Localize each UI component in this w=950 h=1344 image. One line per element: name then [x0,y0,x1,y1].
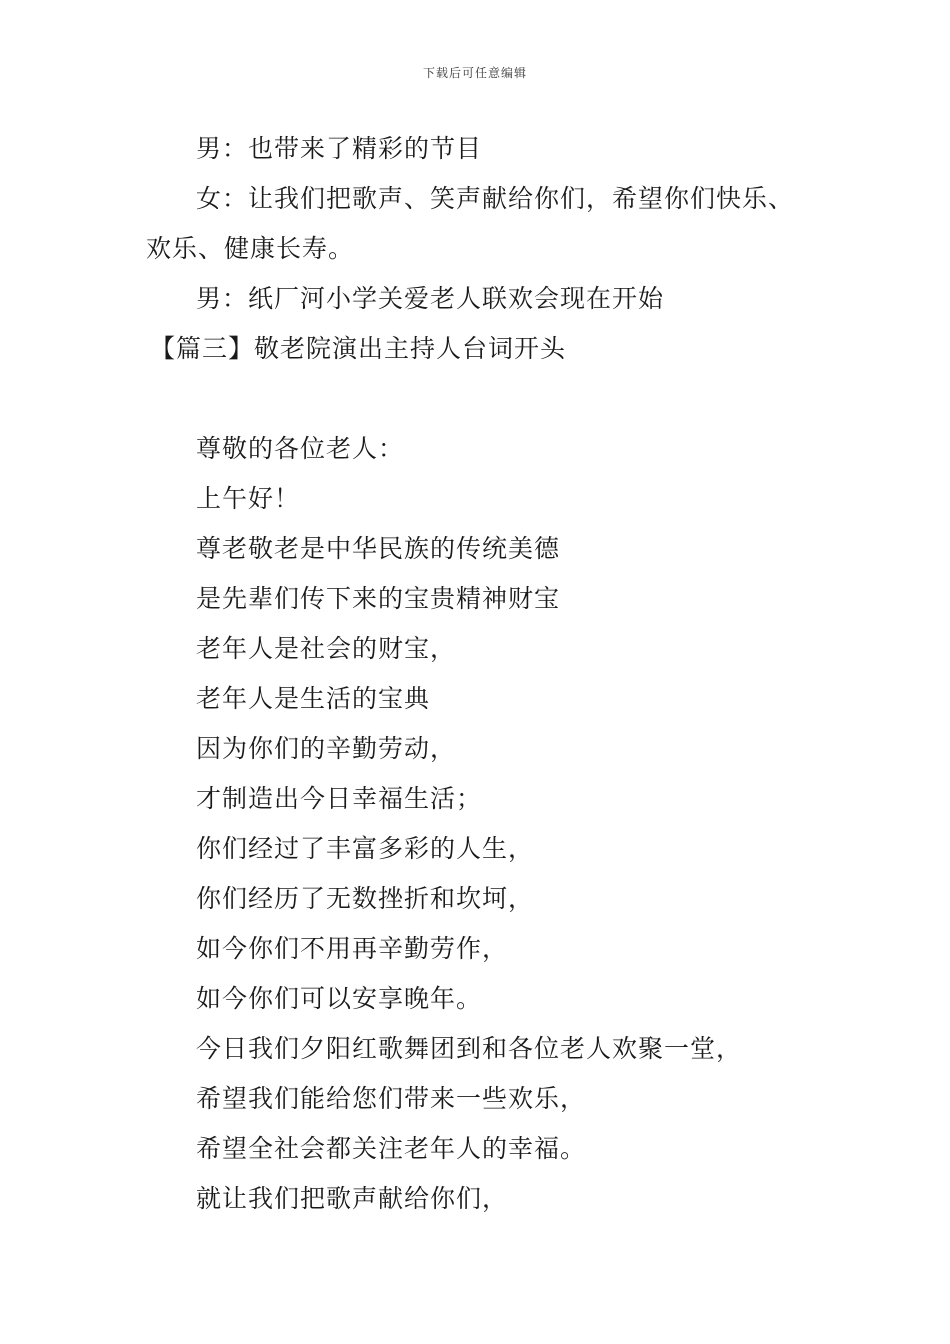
dialogue-line: 男：纸厂河小学关爱老人联欢会现在开始 [196,284,665,313]
section-heading: 【篇三】敬老院演出主持人台词开头 [150,334,567,363]
script-line: 老年人是生活的宝典 [196,684,431,713]
script-line: 希望全社会都关注老年人的幸福。 [196,1134,587,1163]
script-line: 如今你们可以安享晚年。 [196,984,483,1013]
page-header-note: 下载后可任意编辑 [422,66,527,80]
script-line: 就让我们把歌声献给你们， [196,1184,509,1213]
script-line: 因为你们的辛勤劳动， [196,734,457,763]
script-line: 老年人是社会的财宝， [196,634,457,663]
script-line: 你们经历了无数挫折和坎坷， [196,884,535,913]
script-line: 今日我们夕阳红歌舞团到和各位老人欢聚一堂， [196,1034,743,1063]
script-line: 你们经过了丰富多彩的人生， [196,834,535,863]
dialogue-line-continued: 欢乐、健康长寿。 [146,234,355,263]
script-line: 希望我们能给您们带来一些欢乐， [196,1084,587,1113]
script-line: 是先辈们传下来的宝贵精神财宝 [196,584,561,613]
dialogue-line: 男：也带来了精彩的节目 [196,134,483,163]
salutation: 尊敬的各位老人： [196,434,405,463]
greeting: 上午好！ [196,484,301,513]
script-line: 如今你们不用再辛勤劳作， [196,934,509,963]
script-line: 尊老敬老是中华民族的传统美德 [196,534,561,563]
script-line: 才制造出今日幸福生活； [196,784,483,813]
dialogue-line: 女：让我们把歌声、笑声献给你们，希望你们快乐、 [196,184,795,213]
